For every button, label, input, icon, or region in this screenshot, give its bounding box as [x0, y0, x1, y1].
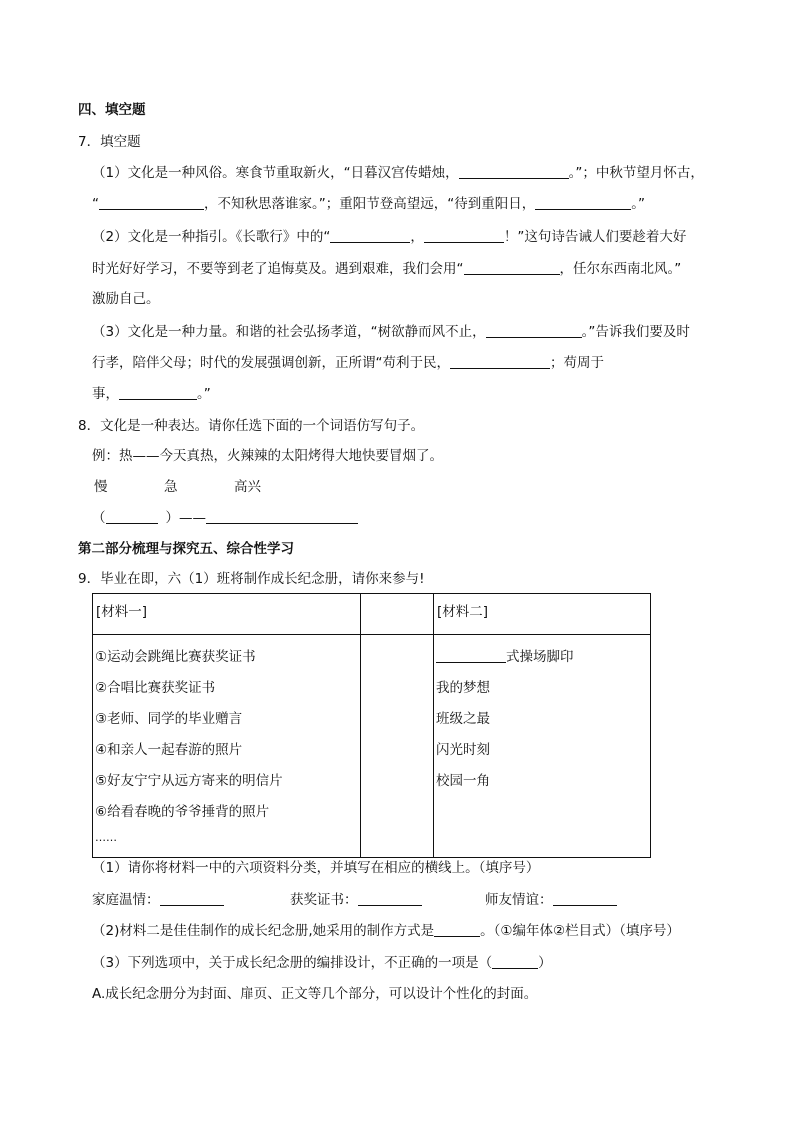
q7-part2-line1 [92, 228, 686, 246]
q9-category-family [92, 891, 224, 909]
q7-part3-line1 [92, 323, 690, 341]
q7-text: ， [410, 229, 424, 245]
q8-text: （ [92, 510, 106, 526]
ellipsis: …… [95, 831, 117, 844]
material-two-item: 校园一角 [436, 773, 490, 789]
q7-text: ！”这句诗告诫人们要趁着大好 [503, 229, 687, 245]
question-9-prompt [78, 570, 425, 588]
q7-text: “ [92, 196, 99, 212]
material-two-item: 班级之最 [436, 711, 490, 727]
material-two-item: 我的梦想 [436, 680, 490, 696]
fill-blank[interactable] [486, 323, 582, 338]
material-two-header: [材料二] [434, 594, 651, 635]
question-number: 8． [78, 418, 101, 434]
q7-part1-line2 [92, 195, 645, 213]
friend-blank[interactable] [553, 891, 617, 906]
q8-word-2: 急 [164, 479, 178, 495]
material-one-cell [93, 635, 361, 858]
empty-middle-cell [361, 635, 434, 858]
empty-header-cell [361, 594, 434, 635]
question-number: 7． [78, 134, 101, 150]
q7-text: 。”；中秋节望月怀古， [568, 165, 704, 181]
choice-blank[interactable] [492, 954, 538, 969]
fill-blank[interactable] [119, 385, 197, 400]
question-7-title [78, 133, 141, 151]
q8-answer-line [92, 509, 358, 527]
fill-blank[interactable] [450, 354, 550, 369]
section-heading: 四、填空题 [78, 102, 146, 118]
q7-text: 。” [631, 196, 645, 212]
q7-text: 。”告诉我们要及时 [581, 324, 690, 340]
q7-text: 行孝，陪伴父母；时代的发展强调创新，正所谓“苟利于民， [92, 355, 450, 371]
method-blank[interactable] [434, 922, 480, 937]
question-8-prompt [78, 417, 424, 435]
q9-category-award [290, 891, 422, 909]
fill-blank[interactable] [535, 195, 631, 210]
q8-word-3: 高兴 [234, 479, 261, 495]
q9-category-friend [485, 891, 617, 909]
part2-heading: 第二部分梳理与探究五、综合性学习 [78, 541, 294, 557]
fill-blank[interactable] [330, 228, 410, 243]
q8-word-1: 慢 [94, 479, 108, 495]
materials-table [92, 593, 651, 858]
material-one-item: ②合唱比赛获奖证书 [95, 680, 216, 696]
q9-text: （3）下列选项中，关于成长纪念册的编排设计，不正确的一项是（ [92, 955, 493, 971]
q7-text: ，不知秋思落谁家。”；重阳节登高望远，“待到重阳日， [204, 196, 536, 212]
material-two-text: 式操场脚印 [506, 649, 574, 665]
q9-text: ） [538, 955, 552, 971]
category-label: 获奖证书： [290, 892, 358, 908]
q7-text: ；苟周于 [550, 355, 604, 371]
material-two-cell [434, 635, 651, 858]
question-text: 毕业在即，六（1）班将制作成长纪念册，请你来参与! [100, 571, 425, 587]
family-blank[interactable] [160, 891, 224, 906]
question-number: 9． [78, 571, 101, 587]
q7-text: 事， [92, 386, 119, 402]
sentence-blank[interactable] [206, 509, 358, 524]
material-one-item: ⑥给看春晚的爷爷捶背的照片 [95, 804, 270, 820]
material-one-item: ④和亲人一起春游的照片 [95, 742, 243, 758]
fill-blank[interactable] [424, 228, 504, 243]
q7-text: 时光好好学习，不要等到老了追悔莫及。遇到艰难，我们会用“ [92, 261, 464, 277]
question-title-text: 填空题 [100, 134, 141, 150]
style-blank[interactable] [436, 648, 506, 663]
q9-sub2 [92, 922, 680, 940]
q7-part2-line2 [92, 260, 681, 278]
fill-blank[interactable] [99, 195, 204, 210]
q7-part2-line3: 激励自己。 [92, 291, 160, 307]
q8-text: ）—— [165, 510, 206, 526]
category-label: 家庭温情： [92, 892, 160, 908]
fill-blank[interactable] [464, 260, 560, 275]
q7-text: （1）文化是一种风俗。寒食节重取新火，“日暮汉宫传蜡烛， [92, 165, 459, 181]
award-blank[interactable] [358, 891, 422, 906]
q9-sub3 [92, 954, 552, 972]
q9-option-a: A.成长纪念册分为封面、扉页、正文等几个部分，可以设计个性化的封面。 [92, 986, 538, 1002]
q7-part3-line3 [92, 385, 211, 403]
material-two-item [436, 645, 574, 665]
q7-text: （2）文化是一种指引。《长歌行》中的“ [92, 229, 331, 245]
q9-text: 。（①编年体②栏目式）（填序号） [480, 923, 680, 939]
q7-part3-line2 [92, 354, 604, 372]
fill-blank[interactable] [459, 164, 569, 179]
material-one-item: ①运动会跳绳比赛获奖证书 [95, 649, 256, 665]
q7-part1-line1 [92, 164, 704, 182]
q8-example: 例：热——今天真热，火辣辣的太阳烤得大地快要冒烟了。 [92, 448, 443, 464]
q9-text: （2)材料二是佳佳制作的成长纪念册,她采用的制作方式是 [92, 923, 435, 939]
material-two-item: 闪光时刻 [436, 742, 490, 758]
material-one-item: ⑤好友宁宁从远方寄来的明信片 [95, 773, 283, 789]
q7-text: （3）文化是一种力量。和谐的社会弘扬孝道，“树欲静而风不止， [92, 324, 486, 340]
question-text: 文化是一种表达。请你任选下面的一个词语仿写句子。 [100, 418, 425, 434]
q7-text: ，任尔东西南北风。” [559, 261, 682, 277]
q9-sub1: （1）请你将材料一中的六项资料分类，并填写在相应的横线上。（填序号） [92, 860, 540, 876]
word-choice-blank[interactable] [106, 509, 158, 524]
category-label: 师友情谊： [485, 892, 553, 908]
material-one-item: ③老师、同学的毕业赠言 [95, 711, 243, 727]
material-one-header: [材料一] [93, 594, 361, 635]
q7-text: 。” [197, 386, 211, 402]
